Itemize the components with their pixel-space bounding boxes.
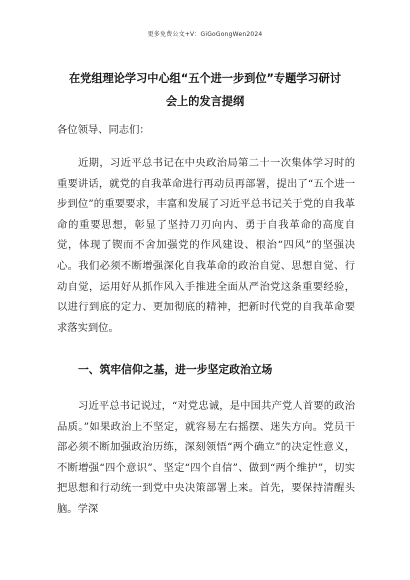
paragraph-section1: 习近平总书记说过，“对党忠诚，是中国共产党人首要的政治品质。”如果政治上不坚定，就容易左右摇摆、迷失方向。党员干部必须不断加强政治历练，深刻领悟“两个确立”的决定性意义，不断增强“四个意识”、坚定“四个自信”、做到“两个维护”，切实把思想和行动统一到党中央决策部署上来。首先，要保持清醒头脑。学深 [57, 400, 355, 515]
section-heading: 一、筑牢信仰之基，进一步坚定政治立场 [78, 363, 273, 376]
document-title-line2: 会上的发言提纲 [165, 95, 245, 108]
header-watermark: 更多免费公文+V：GiGoGongWen2024 [147, 31, 263, 38]
document-title-line1: 在党组理论学习中心组“五个进一步到位”专题学习研讨 [68, 72, 342, 85]
salutation: 各位领导、同志们： [57, 124, 150, 136]
paragraph-intro: 近期，习近平总书记在中央政治局第二十一次集体学习时的重要讲话，就党的自我革命进行再动员再部署，提出了“五个进一步到位”的重要要求，丰富和发展了习近平总书记关于党的自我革命的重要思想，彰显了坚持刀刃向内、勇于自我革命的高度自觉，体现了锲而不舍加强党的作风建设、根治“四风”的坚强决心。我们必须不断增强深化自我革命的政治自觉、思想自觉、行动自觉，运用好从抓作风入手推进全面从严治党这条重要经验，以进行到底的定力、更加彻底的精神，把新时代党的自我革命要求落实到位。 [57, 157, 355, 334]
